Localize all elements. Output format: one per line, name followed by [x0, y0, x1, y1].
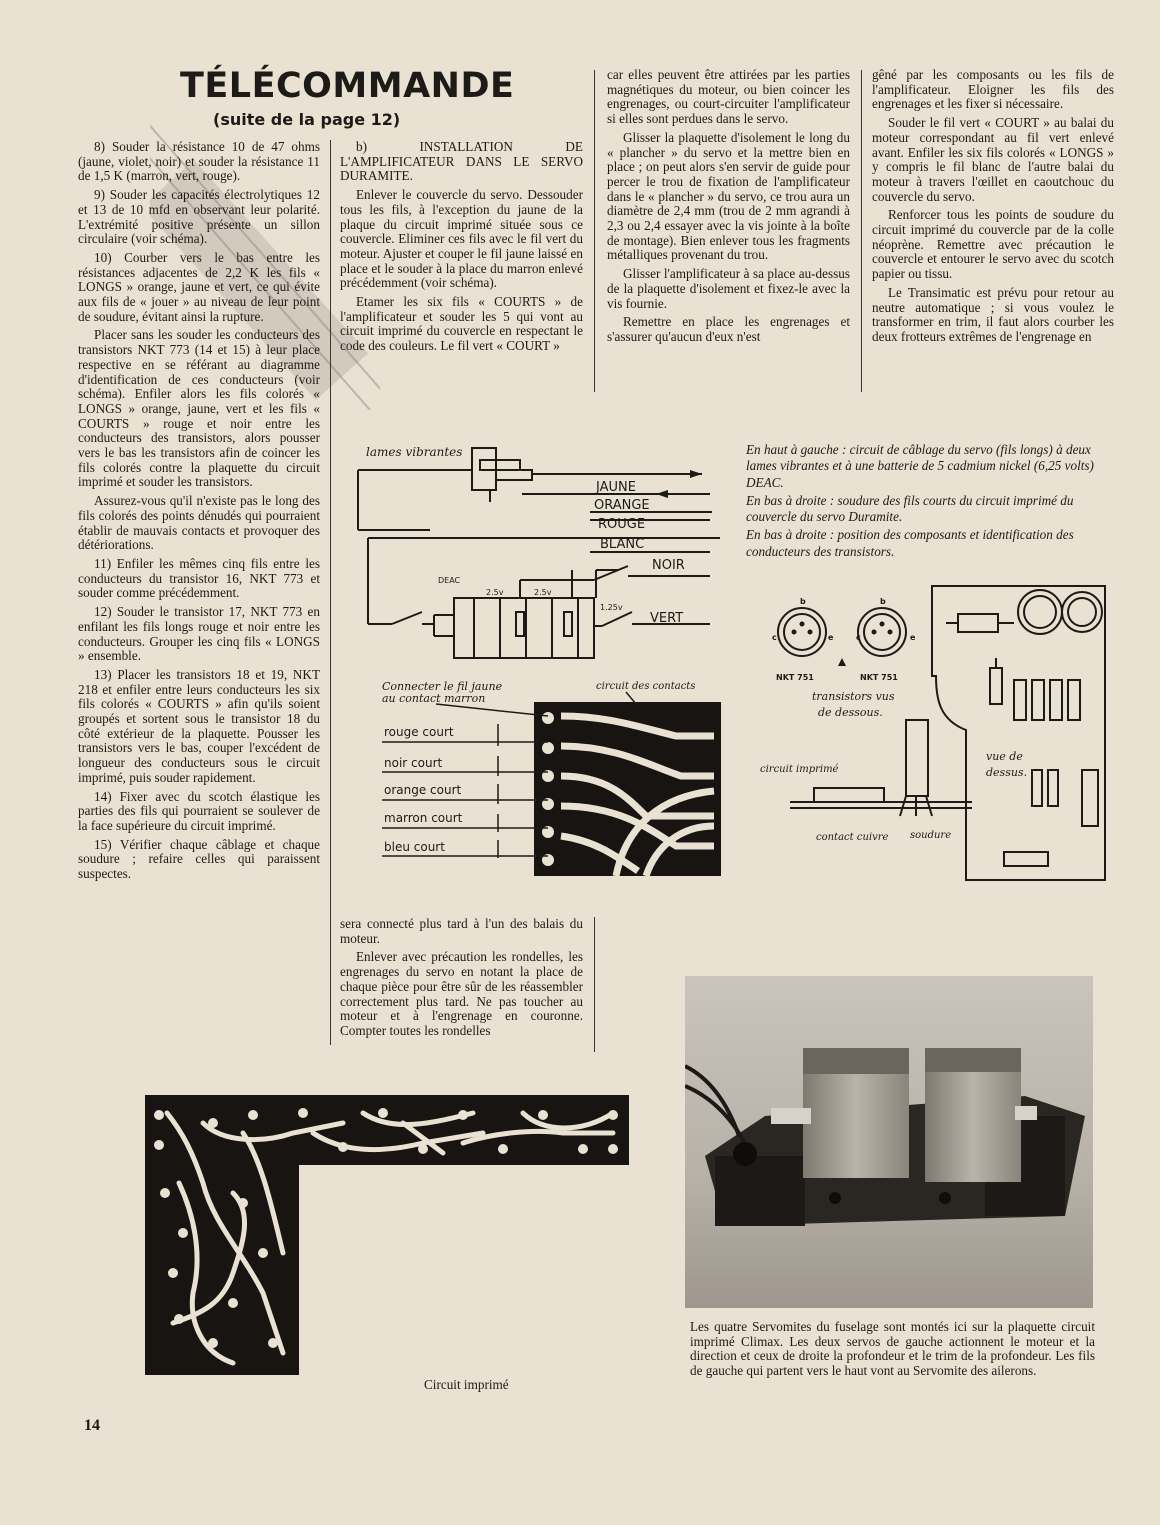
- wiring-diagram: [350, 440, 730, 675]
- column-3: [607, 68, 850, 349]
- paragraph: Placer sans les souder les conducteurs des transistors NKT 773 (14 et 15) à leur place respective en se référant au diagramme d'identification de ces conducteurs (voir schéma). Enfiler alors les fils colorés « LONGS » orange, jaune, vert et les fils « COURTS » rouge et noir entre les conducteurs des transistors, alors pousser vers le bas les transistors afin de coincer les fils colorés contre la plaquette du circuit imprimé et souder les transistors.: [78, 327, 320, 490]
- figure-captions: [746, 442, 1098, 560]
- column-1: [78, 140, 320, 886]
- label-deac: DEAC: [438, 576, 461, 585]
- paragraph: 9) Souder les capacités électrolytiques 12 et 13 de 10 mfd en observant leur polarité. L'extrémité positive présente un sillon circulaire (voir schéma).: [78, 187, 320, 247]
- note-line: au contact marron: [382, 692, 486, 705]
- printed-circuit-figure: [143, 1093, 631, 1377]
- caption-text: circuit de câblage du servo (fils longs) à deux lames vibrantes et à une batterie de 5 cadmium nickel (6,25 volts) DEAC.: [746, 442, 1094, 490]
- paragraph: Le Transimatic est prévu pour retour au neutre automatique ; si vous voulez le transformer en trim, il faut alors courber les deux frotteurs extrêmes de l'engrenage en: [872, 284, 1114, 344]
- caption-text: soudure des fils courts du circuit imprimé du couvercle du servo Duramite.: [746, 492, 1074, 525]
- note-line: vue de: [986, 750, 1023, 763]
- wire-label: orange court: [384, 783, 462, 797]
- page-title: TÉLÉCOMMANDE: [180, 66, 515, 106]
- note-line: soudure: [910, 830, 952, 841]
- circuit-board: [145, 1095, 629, 1375]
- column-rule: [594, 917, 595, 1052]
- components-diagram: [760, 580, 1112, 885]
- wire-label: JAUNE: [596, 480, 636, 495]
- wire-label: noir court: [384, 756, 443, 770]
- note-contacts: circuit des contacts: [596, 681, 696, 692]
- servo-photo: [685, 976, 1093, 1308]
- wire-label: rouge court: [384, 725, 454, 739]
- pin-label: b: [880, 597, 886, 606]
- wire-label: BLANC: [600, 537, 645, 552]
- paragraph: Remettre en place les engrenages et s'assurer qu'aucun d'eux n'est: [607, 314, 850, 344]
- caption-text: position des composants et identification des conducteurs des transistors.: [746, 527, 1074, 559]
- paragraph: sera connecté plus tard à l'un des balais du moteur.: [340, 916, 583, 946]
- paragraph: Glisser l'amplificateur à sa place au-dessus de la plaquette d'isolement et fixez-le avec la vis fournie.: [607, 266, 850, 311]
- note-line: Connecter le fil jaune: [382, 680, 503, 693]
- paragraph: Souder le fil vert « COURT » au balai du moteur correspondant au fil vert enlevé avant. Enfiler les six fils colorés « LONGS » y compris le fil blanc de l'autre balai du moteur à travers l'œillet en caoutchouc du couvercle du servo.: [872, 115, 1114, 204]
- circuit-caption: Circuit imprimé: [424, 1377, 509, 1392]
- note-line: transistors vus: [812, 690, 895, 703]
- paragraph: 11) Enfiler les mêmes cinq fils entre les conducteurs du transistor 16, NKT 773 et souder comme précédemment.: [78, 555, 320, 601]
- paragraph: 15) Vérifier chaque câblage et chaque soudure ; refaire celles qui paraissent suspectes.: [78, 836, 320, 882]
- paragraph: 13) Placer les transistors 18 et 19, NKT 218 et enfiler entre leurs conducteurs les six fils colorés « COURTS » afin qu'ils soient groupés et sortent sous le transistor 18 du côté extérieur de la plaquette. Pousser les transistors vers le bas, couper l'excédent de longueur des conducteurs sous le circuit imprimé, puis souder rapidement.: [78, 666, 320, 785]
- paragraph: Glisser la plaquette d'isolement le long du « plancher » du servo et la mettre bien en place ; on peut alors s'en servir de guide pour percer le trou de fixation de l'amplificateur dans le « plancher » du servo, ce trou aura un diamètre de 2,4 mm (trou de 2 mm agrandi à 2,3 ou 2,4 essayer avec la vis jointe à la boîte de montage). Bien enlever tous les fragments métalliques provenant du trou.: [607, 129, 850, 263]
- paragraph: Renforcer tous les points de soudure du circuit imprimé du couvercle par de la colle néoprène. Remettre avec précaution le couvercle et entourer le servo avec du scotch papier ou tissu.: [872, 207, 1114, 282]
- paragraph: Enlever avec précaution les rondelles, les engrenages du servo en notant la place de chaque pièce pour être sûr de les réassembler correctement plus tard. Ne pas toucher au moteur et à l'engrenage en couronne. Compter toutes les rondelles: [340, 949, 583, 1038]
- pin-label: e: [910, 633, 916, 642]
- wire-label: ORANGE: [594, 498, 650, 513]
- paragraph: 8) Souder la résistance 10 de 47 ohms (jaune, violet, noir) et souder la résistance 11 de 1,5 K (marron, vert, rouge).: [78, 139, 320, 184]
- pin-label: b: [800, 597, 806, 606]
- wire-label: VERT: [650, 611, 684, 626]
- pin-label: c: [772, 633, 777, 642]
- section-heading: b) INSTALLATION DE L'AMPLIFICATEUR DANS LE SERVO DURAMITE.: [340, 139, 583, 184]
- photo-caption: Les quatre Servomites du fuselage sont montés ici sur la plaquette circuit imprimé Climax. Les deux servos de gauche actionnent le moteur et la direction et ceux de droite la profondeur et le trim de la profondeur. Les fils de gauche qui partent vers le haut vont au Servomite des ailerons.: [690, 1319, 1095, 1379]
- paragraph: Enlever le couvercle du servo. Dessouder tous les fils, à l'exception du jaune de la plaque du circuit imprimé située sous ce couvercle. Eliminer ces fils avec le fil vert du moteur. Ajuster et couper le fil jaune laissé en place et le souder à la place du marron enlevé précédemment (voir schéma).: [340, 187, 583, 291]
- wire-label: bleu court: [384, 840, 445, 854]
- column-rule: [594, 70, 595, 392]
- column-2: [340, 140, 583, 358]
- page-subtitle: (suite de la page 12): [213, 110, 401, 129]
- transistor-label: NKT 751: [776, 673, 814, 682]
- wire-label: NOIR: [652, 558, 685, 573]
- wire-label: ROUGE: [598, 517, 646, 532]
- note-line: circuit imprimé: [760, 764, 839, 775]
- label-volt: 1.25v: [600, 603, 623, 612]
- pin-label: e: [828, 633, 834, 642]
- paragraph: car elles peuvent être attirées par les parties magnétiques du moteur, ou bien coincer les engrenages, ou court-circuiter l'amplificateur si elles sont perdues dans le servo.: [607, 67, 850, 127]
- column-4: [872, 68, 1114, 349]
- paragraph: Assurez-vous qu'il n'existe pas le long des fils colorés des points dénudés qui pourraient établir de mauvais contacts et provoquer des détériorations.: [78, 493, 320, 553]
- paragraph: 12) Souder le transistor 17, NKT 773 en enfilant les fils longs rouge et noir entre les conducteurs. Grouper les cinq fils « LONGS » ensemble.: [78, 604, 320, 664]
- column-rule: [330, 140, 331, 1045]
- paragraph: 14) Fixer avec du scotch élastique les parties des fils qui pourraient se soulever de la face supérieure du circuit imprimé.: [78, 788, 320, 833]
- paragraph: 10) Courber vers le bas entre les résistances adjacentes de 2,2 K les fils « LONGS » orange, jaune et vert, ce qui évite aux fils de « jouer » au niveau de leur point de soudure, évitant ainsi la rupture.: [78, 249, 320, 324]
- column-rule: [861, 70, 862, 392]
- column-2-continued: [340, 917, 583, 1043]
- short-wires-diagram: [376, 676, 724, 880]
- caption-lead: En haut à gauche :: [746, 442, 847, 457]
- paragraph: Etamer les six fils « COURTS » de l'amplificateur et souder les 5 qui vont au circuit imprimé du couvercle en respectant le code des couleurs. Le fil vert « COURT »: [340, 294, 583, 354]
- transistor-label: NKT 751: [860, 673, 898, 682]
- pin-label: c: [856, 633, 861, 642]
- wire-label: marron court: [384, 811, 463, 825]
- caption-lead: En bas à droite :: [746, 527, 835, 543]
- label-volt: 2.5v: [486, 588, 504, 597]
- caption-lead: En bas à droite :: [746, 492, 835, 508]
- note-line: contact cuivre: [816, 832, 889, 843]
- paragraph: gêné par les composants ou les fils de l'amplificateur. Eloigner les fils des engrenages et les fixer si nécessaire.: [872, 67, 1114, 112]
- label-volt: 2.5v: [534, 588, 552, 597]
- note-line: de dessous.: [818, 706, 883, 719]
- label-lames: lames vibrantes: [366, 445, 463, 459]
- note-line: dessus.: [986, 766, 1028, 779]
- page-number: 14: [84, 1417, 100, 1434]
